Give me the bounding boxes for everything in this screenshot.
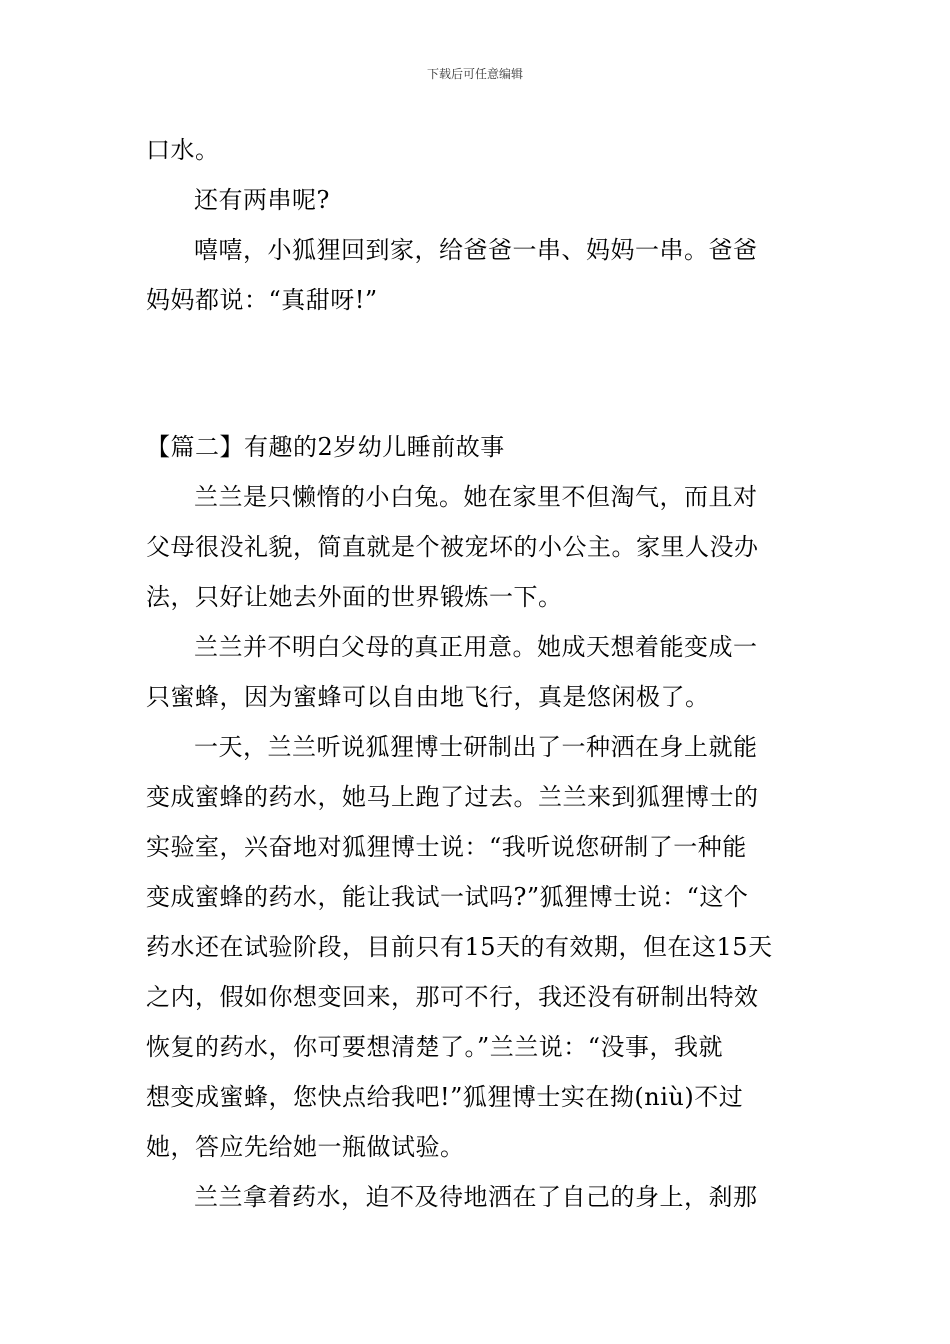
text-line: 变成蜜蜂的药水，她马上跑了过去。兰兰来到狐狸博士的 xyxy=(146,783,759,811)
text-line: 变成蜜蜂的药水，能让我试一试吗?”狐狸博士说：“这个 xyxy=(146,883,749,911)
text-line: 妈妈都说：“真甜呀!” xyxy=(146,286,378,314)
paragraph-line: 兰兰拿着药水，迫不及待地洒在了自己的身上，刹那 xyxy=(194,1183,758,1211)
paragraph-line: 嘻嘻，小狐狸回到家，给爸爸一串、妈妈一串。爸爸 xyxy=(194,236,758,264)
page-header: 下载后可任意编辑 xyxy=(426,67,523,81)
text-line: 恢复的药水，你可要想清楚了。”兰兰说：“没事，我就 xyxy=(146,1033,724,1061)
text-line: 只蜜蜂，因为蜜蜂可以自由地飞行，真是悠闲极了。 xyxy=(146,683,710,711)
paragraph-line: 兰兰是只懒惰的小白兔。她在家里不但淘气，而且对 xyxy=(194,483,758,511)
section-heading: 【篇二】有趣的2岁幼儿睡前故事 xyxy=(146,433,505,461)
text-line: 口水。 xyxy=(146,136,220,164)
paragraph-line: 兰兰并不明白父母的真正用意。她成天想着能变成一 xyxy=(194,633,758,661)
text-line: 之内，假如你想变回来，那可不行，我还没有研制出特效 xyxy=(146,983,759,1011)
text-line: 父母很没礼貌，简直就是个被宠坏的小公主。家里人没办 xyxy=(146,533,759,561)
text-line: 想变成蜜蜂，您快点给我吧!”狐狸博士实在拗(niù)不过 xyxy=(146,1083,744,1111)
paragraph-line: 还有两串呢? xyxy=(194,186,330,214)
text-line: 实验室，兴奋地对狐狸博士说：“我听说您研制了一种能 xyxy=(146,833,747,861)
text-line: 药水还在试验阶段，目前只有15天的有效期，但在这15天 xyxy=(146,933,773,961)
text-line: 法，只好让她去外面的世界锻炼一下。 xyxy=(146,583,563,611)
paragraph-line: 一天，兰兰听说狐狸博士研制出了一种洒在身上就能 xyxy=(194,733,758,761)
text-line: 她，答应先给她一瓶做试验。 xyxy=(146,1133,465,1161)
